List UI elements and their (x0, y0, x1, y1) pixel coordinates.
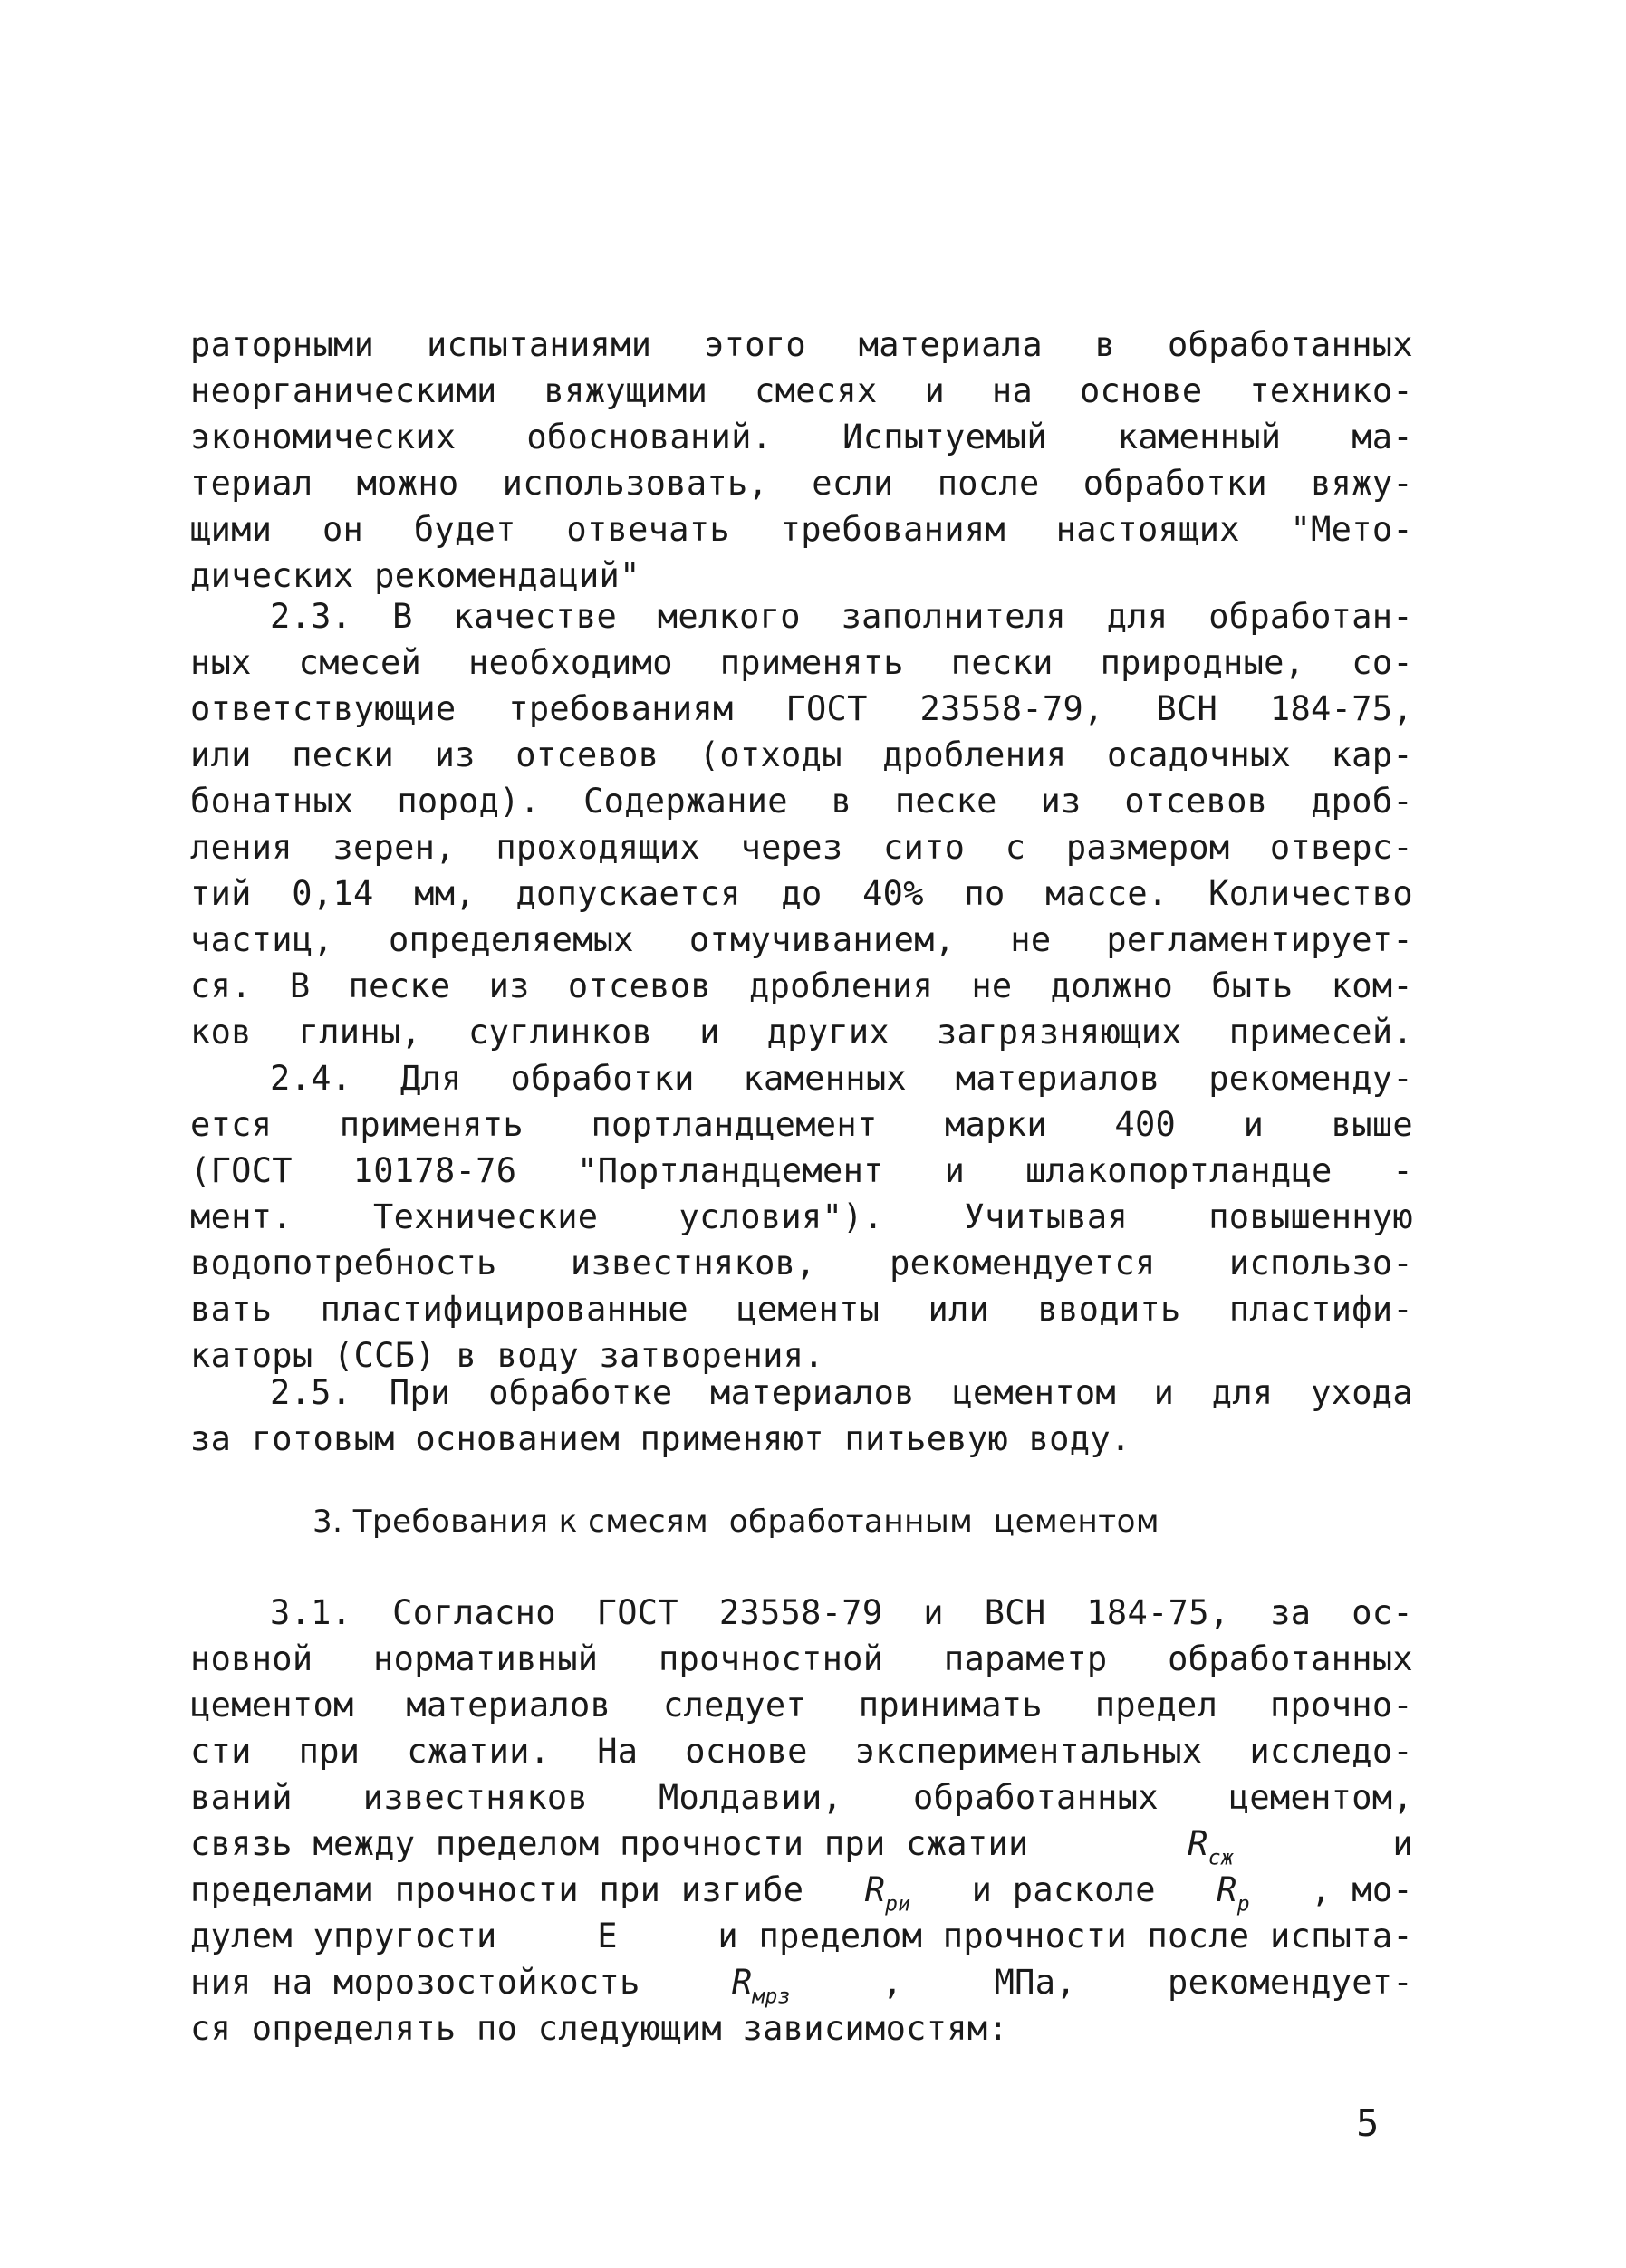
word: цементы (736, 1290, 880, 1329)
word: 400 (1114, 1105, 1177, 1144)
word: из (1040, 782, 1082, 821)
word: частиц, (190, 920, 334, 959)
text-line (190, 824, 1413, 870)
word: этого (704, 325, 806, 364)
word: дробления (749, 966, 934, 1005)
symbol-subscript: р (1236, 1892, 1250, 1917)
word: сти (190, 1732, 252, 1771)
word: дробления (882, 735, 1067, 774)
word: тий (190, 874, 252, 913)
word: нормативный (373, 1639, 599, 1678)
word: неорганическими (190, 371, 497, 410)
word: и (944, 1151, 966, 1190)
word: На (597, 1732, 639, 1771)
word: обработки (510, 1059, 695, 1098)
text-line (190, 1240, 1413, 1286)
word: обработке (488, 1373, 673, 1412)
word: портландцемент (591, 1105, 878, 1144)
word: массе. (1045, 874, 1169, 913)
word: обработанных (1168, 1639, 1413, 1678)
word: "Мето- (1290, 510, 1413, 549)
word: пески (292, 735, 395, 774)
word: 3.1. (270, 1593, 352, 1632)
word: ется (190, 1105, 273, 1144)
text-line (190, 686, 1413, 732)
word: технико- (1249, 371, 1413, 410)
text-line: за готовым основанием применяют питьевую воду. (190, 1419, 1131, 1458)
word: песке (348, 966, 451, 1005)
word: для (1106, 597, 1169, 636)
paragraph-2-4 (190, 1055, 1413, 1379)
word: Для (400, 1059, 462, 1098)
word: отверс- (1269, 828, 1413, 867)
word: 0,14 (292, 874, 374, 913)
word: рекоменду- (1208, 1059, 1413, 1098)
word: из (488, 966, 530, 1005)
text-line (190, 778, 1413, 824)
word: пластифицированные (320, 1290, 688, 1329)
word: известняков (362, 1778, 589, 1817)
word: Количество (1208, 874, 1413, 913)
word: должно (1050, 966, 1174, 1005)
symbol-r-compression (1188, 1821, 1234, 1870)
paragraph-2-3 (190, 593, 1413, 1055)
symbol: R (1188, 1824, 1208, 1863)
word: ления (190, 828, 293, 867)
word: необходимо (468, 643, 673, 682)
word: параметр (943, 1639, 1108, 1678)
word: определяемых (388, 920, 634, 959)
word: 2.3. (270, 597, 352, 636)
symbol-subscript: мрз (752, 1985, 791, 2009)
text-line (190, 322, 1413, 368)
symbol: R (1217, 1870, 1237, 1909)
word: отсевов (515, 735, 659, 774)
word: обработанных (913, 1778, 1159, 1817)
text-line: дических рекомендаций" (190, 556, 640, 595)
word: новной (190, 1639, 313, 1678)
word: При (389, 1373, 451, 1412)
word: мент. (190, 1197, 293, 1236)
word: материала (858, 325, 1043, 364)
word: обработки (1082, 464, 1267, 503)
text-line (190, 1148, 1413, 1194)
word: отвечать (566, 510, 730, 549)
word: и (699, 1013, 720, 1052)
word: использовать, (502, 464, 769, 503)
word: при (298, 1732, 361, 1771)
word: проходящих (495, 828, 701, 867)
word: или (928, 1290, 990, 1329)
symbol-subscript: сж (1207, 1846, 1234, 1870)
symbol-r-splitting (1217, 1867, 1250, 1917)
word: пески (950, 643, 1054, 682)
text-line (190, 963, 1413, 1009)
word: 2.4. (270, 1059, 352, 1098)
paragraph-3-1 (190, 1590, 1413, 2052)
text-fragment: пределами прочности при изгибе (190, 1870, 804, 1909)
text-fragment: , (881, 1963, 903, 2002)
word: или (190, 735, 252, 774)
word: Молдавии, (658, 1778, 843, 1817)
text-line (190, 917, 1413, 963)
word: через (740, 828, 843, 867)
word: и (1243, 1105, 1265, 1144)
word: Испытуемый (842, 418, 1047, 456)
word: ухода (1311, 1373, 1413, 1412)
word: 2.5. (270, 1373, 352, 1412)
word: ков (190, 1013, 252, 1052)
text-line (190, 1101, 1413, 1148)
text-line (190, 460, 1413, 506)
word: предел (1094, 1686, 1218, 1725)
word: цементом (952, 1373, 1116, 1412)
word: шлакопортландце (1025, 1151, 1333, 1190)
word: отсевов (567, 966, 711, 1005)
formula-line-2 (190, 1867, 1413, 1917)
word: материалов (710, 1373, 915, 1412)
text-line (190, 593, 1413, 639)
word: следует (662, 1686, 806, 1725)
word: допускается (515, 874, 741, 913)
text-line (190, 870, 1413, 917)
word: 23558-79, (919, 689, 1104, 728)
word: не (1010, 920, 1052, 959)
word: пластифи- (1228, 1290, 1413, 1329)
section-heading: 3. Требования к смесям обработанным цементом (313, 1504, 1160, 1540)
word: вводить (1037, 1290, 1181, 1329)
word: Учитывая (964, 1197, 1129, 1236)
word: если (812, 464, 894, 503)
word: принимать (858, 1686, 1043, 1725)
word: 184-75, (1086, 1593, 1230, 1632)
word: и (924, 371, 946, 410)
word: можно (356, 464, 459, 503)
word: и (923, 1593, 944, 1632)
word: песке (894, 782, 997, 821)
word: кар- (1331, 735, 1413, 774)
word: цементом, (1228, 1778, 1413, 1817)
word: после (937, 464, 1040, 503)
text-fragment: и расколе (971, 1870, 1156, 1909)
word: смесях (755, 371, 878, 410)
text-line (190, 1286, 1413, 1332)
word: В (289, 966, 311, 1005)
word: ВСН (984, 1593, 1046, 1632)
word: (ГОСТ (190, 1151, 293, 1190)
unit-mpa: МПа, (994, 1963, 1076, 2002)
word: вяжу- (1311, 464, 1413, 503)
text-fragment: и пределом прочности после испыта- (717, 1917, 1413, 1956)
word: испытаниями (426, 325, 652, 364)
word: основе (685, 1732, 808, 1771)
word: смесей (298, 643, 422, 682)
word: раторными (190, 325, 375, 364)
word: отмучиванием, (688, 920, 956, 959)
formula-line-1 (190, 1821, 1413, 1870)
text-line (190, 414, 1413, 460)
word: обоснований. (526, 418, 773, 456)
word: суглинков (468, 1013, 653, 1052)
paragraph-2-5 (190, 1369, 1413, 1462)
word: в (831, 782, 852, 821)
word: пород). (397, 782, 541, 821)
word: ВСН (1156, 689, 1218, 728)
word: щими (190, 510, 273, 549)
word: Технические (373, 1197, 599, 1236)
word: вяжущими (544, 371, 708, 410)
word: обработанных (1168, 325, 1413, 364)
formula-line-3 (190, 1913, 1413, 1959)
word: загрязняющих (936, 1013, 1182, 1052)
symbol-r-frost (731, 1959, 791, 2009)
word: не (971, 966, 1013, 1005)
word: отсевов (1124, 782, 1268, 821)
word: других (766, 1013, 890, 1052)
word: он (322, 510, 364, 549)
word: в (1094, 325, 1116, 364)
word: мелкого (657, 597, 801, 636)
text-fragment: дулем упругости (190, 1917, 497, 1956)
text-line (190, 1194, 1413, 1240)
word: исследо- (1249, 1732, 1413, 1771)
text-line (190, 1636, 1413, 1682)
word: водопотребность (190, 1244, 497, 1283)
word: осадочных (1106, 735, 1292, 774)
word: экспериментальных (854, 1732, 1203, 1771)
word: сито (882, 828, 966, 867)
word: требованиям (780, 510, 1005, 549)
word: ма- (1352, 418, 1413, 456)
paragraph-continuation (190, 322, 1413, 599)
word: прочно- (1269, 1686, 1413, 1725)
text-line (190, 1055, 1413, 1101)
word: условия"). (678, 1197, 884, 1236)
word: по (964, 874, 1005, 913)
symbol: R (731, 1963, 753, 2002)
word: "Портландцемент (577, 1151, 884, 1190)
word: из (434, 735, 476, 774)
word: цементом (190, 1686, 354, 1725)
word: сжатии. (407, 1732, 551, 1771)
word: до (781, 874, 823, 913)
word: использо- (1228, 1244, 1413, 1283)
symbol: R (864, 1870, 886, 1909)
text-fragment: связь между пределом прочности при сжатии (190, 1824, 1029, 1863)
text-line (190, 1682, 1413, 1728)
word: будет (413, 510, 516, 549)
word: каменный (1117, 418, 1282, 456)
word: мм, (414, 874, 476, 913)
text-line (190, 506, 1413, 553)
word: известняков, (570, 1244, 816, 1283)
word: применять (719, 643, 904, 682)
symbol-r-bending (864, 1867, 911, 1917)
text-line: каторы (ССБ) в воду затворения. (190, 1336, 824, 1375)
symbol-e-modulus: E (597, 1917, 618, 1956)
word: материалов (955, 1059, 1160, 1098)
word: 40% (862, 874, 924, 913)
symbol-subscript: ри (885, 1892, 911, 1917)
word: ГОСТ (785, 689, 868, 728)
word: 23558-79 (718, 1593, 883, 1632)
text-line (190, 368, 1413, 414)
word: глины, (298, 1013, 422, 1052)
word: зерен, (332, 828, 456, 867)
word: дроб- (1311, 782, 1413, 821)
word: быть (1211, 966, 1294, 1005)
word: ответствующие (190, 689, 457, 728)
word: Согласно (392, 1593, 556, 1632)
word: регламентирует- (1106, 920, 1413, 959)
word: материалов (406, 1686, 611, 1725)
word: природные, (1100, 643, 1305, 682)
word: прочностной (658, 1639, 884, 1678)
word: примесей. (1228, 1013, 1413, 1052)
word: териал (190, 464, 313, 503)
word: ных (190, 643, 252, 682)
word: выше (1331, 1105, 1413, 1144)
word: рекомендуется (890, 1244, 1156, 1283)
word: основе (1079, 371, 1203, 410)
text-line (190, 1369, 1413, 1416)
word: каменных (743, 1059, 907, 1098)
word: размером (1065, 828, 1230, 867)
text-line: ся определять по следующим зависимостям: (190, 2009, 1009, 2048)
text-line (190, 1590, 1413, 1636)
word: В (392, 597, 413, 636)
word: 10178-76 (352, 1151, 517, 1190)
word: качестве (453, 597, 618, 636)
word: требованиям (508, 689, 734, 728)
word: (отходы (698, 735, 842, 774)
text-line (190, 1728, 1413, 1774)
formula-line-4 (190, 1959, 1413, 2009)
word: ваний (190, 1778, 293, 1817)
text-line (190, 639, 1413, 686)
word: ос- (1352, 1593, 1413, 1632)
word: экономических (190, 418, 457, 456)
text-fragment: и (1392, 1824, 1413, 1863)
word: бонатных (190, 782, 354, 821)
word: за (1270, 1593, 1312, 1632)
text-fragment: ния на морозостойкость (190, 1963, 640, 2002)
text-fragment: рекомендует- (1168, 1963, 1413, 2002)
word: обработан- (1208, 597, 1413, 636)
word: настоящих (1055, 510, 1240, 549)
text-line (190, 1774, 1413, 1821)
word: с (1005, 828, 1026, 867)
word: вать (190, 1290, 273, 1329)
word: и (1153, 1373, 1175, 1412)
word: - (1392, 1151, 1413, 1190)
text-line (190, 1009, 1413, 1055)
word: ГОСТ (596, 1593, 678, 1632)
word: на (991, 371, 1034, 410)
text-fragment: , мо- (1311, 1870, 1413, 1909)
word: повышенную (1208, 1197, 1413, 1236)
word: со- (1352, 643, 1413, 682)
word: заполнителя (841, 597, 1066, 636)
word: марки (945, 1105, 1047, 1144)
word: Содержание (583, 782, 788, 821)
word: 184-75, (1269, 689, 1413, 728)
text-line (190, 732, 1413, 778)
page-number: 5 (1356, 2103, 1380, 2145)
word: ком- (1331, 966, 1413, 1005)
word: применять (339, 1105, 524, 1144)
word: ся. (190, 966, 252, 1005)
word: для (1211, 1373, 1274, 1412)
